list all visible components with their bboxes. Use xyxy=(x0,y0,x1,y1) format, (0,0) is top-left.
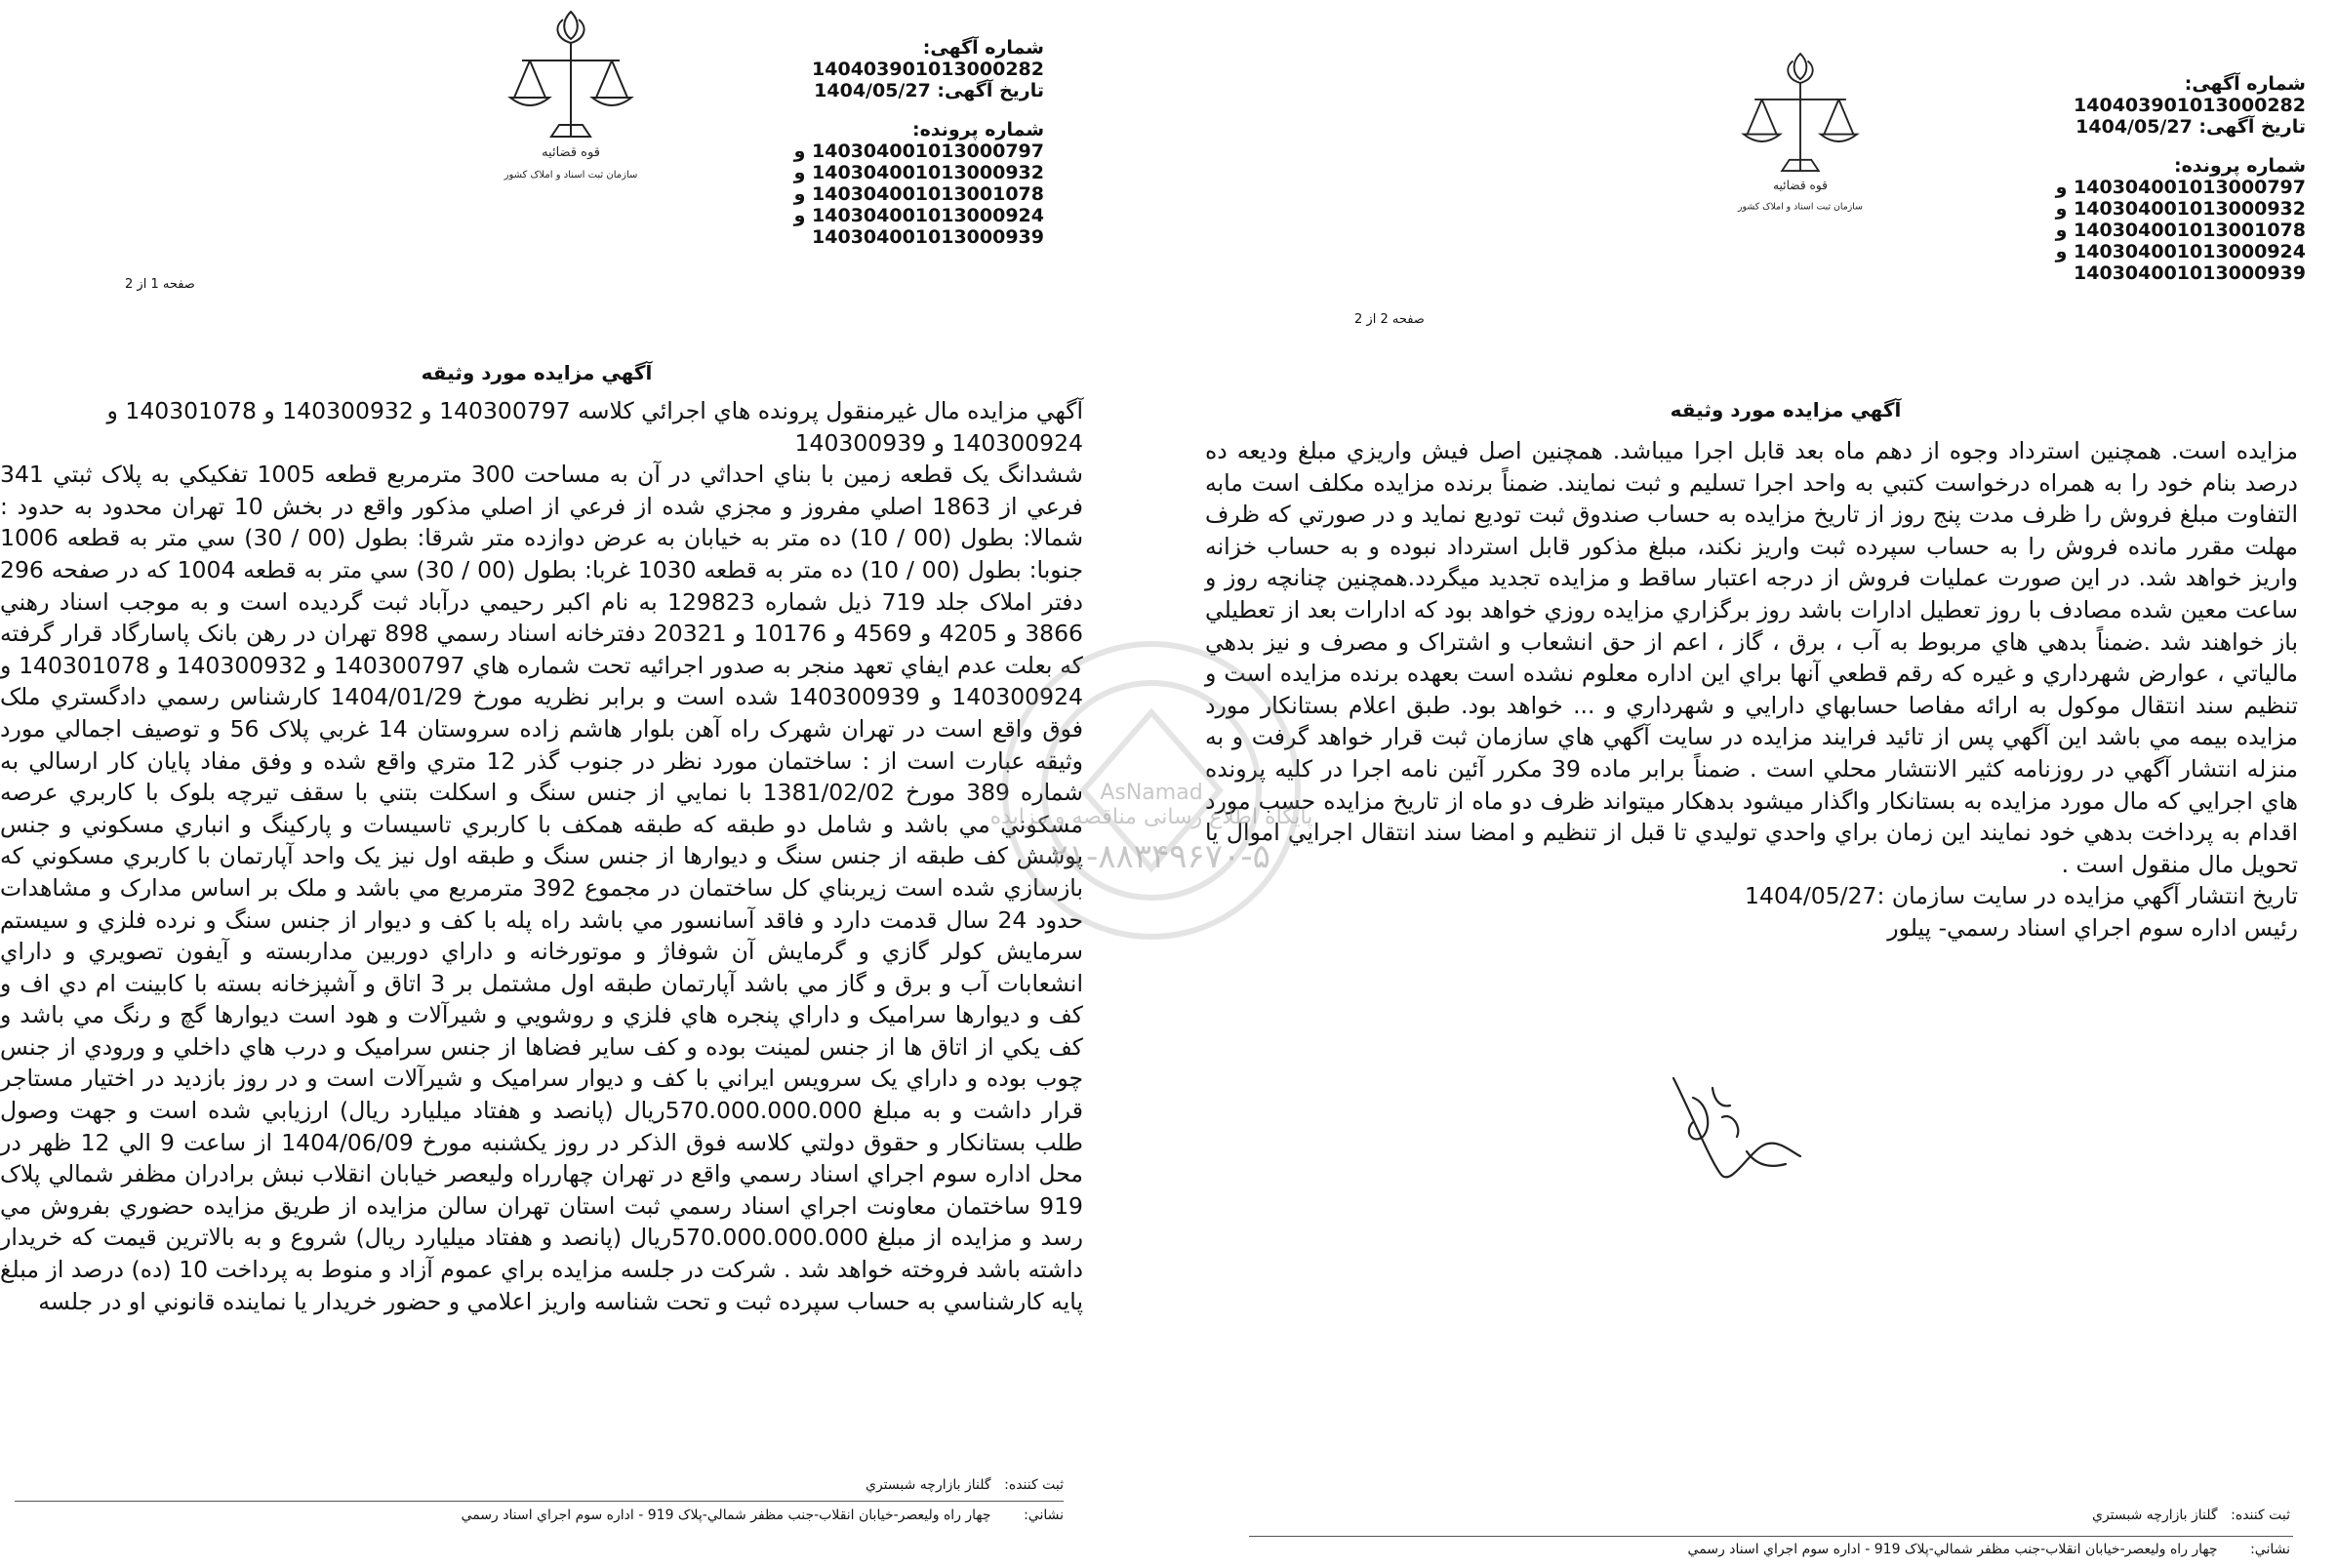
ad-number: 140403901013000282 xyxy=(812,59,1044,80)
notice-meta-1 xyxy=(693,37,1044,248)
footer-registrar-value: گلناز بازارچه شبستري xyxy=(866,1477,991,1493)
ad-date: 1404/05/27 xyxy=(814,80,931,101)
and-word: و xyxy=(2055,198,2068,220)
file-number-label: شماره پرونده: xyxy=(911,119,1044,141)
and-word: و xyxy=(793,205,806,226)
watermark-line: پایگاه اطلاع رسانی مناقصه و مزایده xyxy=(989,805,1313,829)
emblem-org: سازمان ثبت اسناد و املاک کشور xyxy=(1738,201,1863,213)
watermark-brand: AsNamad xyxy=(1100,781,1203,805)
footer-registrar-label: ثبت كننده: xyxy=(1004,1477,1064,1493)
emblem-label: قوه قضائیه xyxy=(542,145,600,160)
file-number: 140304001013000932 xyxy=(2074,198,2306,220)
footer-address-value: چهار راه وليعصر-خيابان انقلاب-جنب مظفر شمالي-پلاک 919 - اداره سوم اجراي اسناد رسمي xyxy=(1687,1542,2218,1557)
footer-address xyxy=(1412,1540,2290,1559)
footer-divider xyxy=(1249,1536,2293,1537)
and-word: و xyxy=(793,162,806,183)
footer-registrar xyxy=(195,1475,1064,1495)
page-number: صفحه 1 از 2 xyxy=(125,277,195,292)
ad-number-label: شماره آگهی: xyxy=(2184,73,2306,95)
file-number-label: شماره پرونده: xyxy=(2173,155,2306,177)
judiciary-emblem-icon xyxy=(493,0,649,195)
ad-date: 1404/05/27 xyxy=(2075,116,2193,138)
emblem-label: قوه قضائیه xyxy=(1772,178,1829,192)
file-number: 140304001013001078 xyxy=(2074,220,2306,241)
footer-divider xyxy=(15,1501,1064,1502)
emblem-org: سازمان ثبت اسناد و املاک کشور xyxy=(504,170,638,181)
and-word: و xyxy=(793,141,806,162)
and-word: و xyxy=(793,183,806,205)
footer-registrar-value: گلناز بازارچه شبستري xyxy=(2092,1508,2218,1523)
file-number: 140304001013000924 xyxy=(2074,241,2306,262)
watermark xyxy=(986,781,1317,876)
footer-registrar xyxy=(1412,1506,2290,1525)
body-paragraph: ششدانگ يک قطعه زمين با بناي احداثي در آن به مساحت 300 مترمربع قطعه 1005 تفكيكي به پلاک ثبتي 341 فرعي از 1863 اصلي مفروز و مجزي شده از فرعي از اصلي مذكور واقع در بخش 10 تهران محدود به حدود : شمالا: بطول (00 / 10) ده متر به خيابان به عرض دوازده متر شرقا: بطول (00 / 30) سي متر به قطعه 1006 جنوبا: بطول (00 / 10) ده متر به قطعه 1030 غربا: بطول (00 / 30) سي متر به قطعه 1004 كه در صفحه 296 دفتر املاک جلد 719 ذيل شماره 129823 به نام اكبر رحيمي درآباد ثبت گرديده است و به موجب اسناد رهني 3866 و 4205 و 4569 و 10176 و 20321 دفترخانه اسناد رسمي 898 تهران در رهن بانک پاسارگاد قرار گرفته كه بعلت عدم ايفاي تعهد منجر به صدور اجرائيه تحت شماره هاي 140300797 و 140300932 و 140301078 و 140300924 و 140300939 شده است و برابر نظريه مورخ 1404/01/29 كارشناس رسمي دادگستري ملک فوق واقع است در تهران شهرک راه آهن بلوار هاشم زاده سروستان 14 غربي پلاک 56 و توصيف اجمالي مورد وثيقه عبارت است از : ساختمان مورد نظر در جنوب گذر 12 متري واقع شده و وفق مفاد پايان كار ارسالي به شماره 389 مورخ 1381/02/02 با نمايي از جنس سنگ و اسكلت بتني با سقف تيرچه بلوک با كاربري عرصه مسكوني مي باشد و شامل دو طبقه كه طبقه همكف با كاربري تاسيسات و پاركينگ و انباري مسكوني و جنس پوشش كف طبقه از جنس سنگ و ديوارها از جنس سنگ و طبقه اول نيز يک واحد آپارتمان با كاربري مسكوني كه بازسازي شده است زيربناي كل ساختمان در مجموع 392 مترمربع مي باشد و ملک بر اساس مدارک و مشاهدات حدود 24 سال قدمت دارد و فاقد آسانسور مي باشد راه پله با كف و ديوار از جنس سنگ و نرده فلزي و سيستم سرمايش كولر گازي و گرمايش آن شوفاژ و موتورخانه و داراي دوربين مداربسته و آيفون تصويري و داراي انشعابات آب و برق و گاز مي باشد آپارتمان طبقه اول مشتمل بر 3 اتاق و آشپزخانه بسته با كابينت ام دي اف و كف و ديوارها سراميک و داراي پنجره هاي فلزي و روشويي و شيرآلات و هود است ديوارها گچ و رنگ مي باشد و كف يكي از اتاق ها از جنس لمينت بوده و كف ساير فضاها از جنس سراميک و درب هاي داخلي و ورودي از جنس چوب بوده و داراي يک سرويس ايراني با كف و ديوار سراميک و شيرآلات است و در روز بازديد در اختيار مستاجر قرار داشت و به مبلغ 570.000.000.000ريال (پانصد و هفتاد ميليارد ريال) ارزيابي شده است و جهت وصول طلب بستانكار و حقوق دولتي كلاسه فوق الذكر در روز يكشنبه مورخ 1404/06/09 از ساعت 9 الي 12 ظهر در محل اداره سوم اجراي اسناد رسمي واقع در تهران چهارراه وليعصر خيابان انقلاب نبش برادران مظفر شمالي پلاک 919 ساختمان معاونت اجراي اسناد رسمي ثبت استان تهران سالن مزايده از طريق مزايده حضوري بفروش مي رسد و مزايده از مبلغ 570.000.000.000ريال (پانصد و هفتاد ميليارد ريال) شروع و به بالاترين قيمت كه خريدار داشته باشد فروخته خواهد شد . شركت در جلسه مزايده براي عموم آزاد و منوط به پرداخت 10 (ده) درصد از مبلغ پايه كارشناسي به حساب سپرده ثبت و تحت شناسه واريز اعلامي و حضور خريدار يا نماينده قانوني او در جلسه xyxy=(0,461,1084,1315)
notice-title: آگهي مزايده مورد وثيقه xyxy=(421,361,653,384)
file-number: 140304001013000939 xyxy=(2074,262,2306,284)
footer-registrar-label: ثبت كننده: xyxy=(2231,1508,2290,1523)
ad-date-label: تاریخ آگهی: xyxy=(937,80,1044,101)
and-word: و xyxy=(2055,241,2068,262)
and-word: و xyxy=(2055,220,2068,241)
file-number: 140304001013001078 xyxy=(812,183,1044,205)
body-line: 140300924 و 140300939 xyxy=(794,428,1083,457)
footer-address-label: نشاني: xyxy=(1024,1508,1064,1523)
signer-title: رئيس اداره سوم اجراي اسناد رسمي- پيلور xyxy=(1887,913,2298,942)
judiciary-emblem-icon xyxy=(1727,39,1874,229)
page-number: صفحه 2 از 2 xyxy=(1354,312,1425,327)
body-paragraph: مزايده است. همچنين استرداد وجوه از دهم ماه بعد قابل اجرا ميباشد. همچنين اصل فيش واريزي مبلغ وديعه ده درصد بنام خود را به همراه درخواست كتبي به واحد اجرا تسليم و ثبت نمايند. ضمناً برنده مزايده مكلف است مابه التفاوت مبلغ فروش را ظرف مدت پنج روز از تاريخ مزايده به حساب صندوق ثبت توديع نمايد و در صورتي كه ظرف مهلت مقرر مانده فروش را به حساب سپرده ثبت واريز نكند، مبلغ مذكور قابل استرداد نبوده و به حساب خزانه واريز خواهد شد. در اين صورت عمليات فروش از درجه اعتبار ساقط و مزايده تجديد ميگردد.همچنين چنانچه روز و ساعت معين شده مصادف با روز تعطيل ادارات باشد روز برگزاري مزايده روزي خواهد بود كه ادارات بعد از تعطيلي باز خواهند شد .ضمناً بدهي هاي مربوط به آب ، برق ، گاز ، اعم از حق انشعاب و اشتراک و مصرف و نيز بدهي مالياتي ، عوارض شهرداري و غيره كه رقم قطعي آنها براي اين اداره معلوم نشده است بعهده برنده مزايده است و تنظيم سند انتقال موكول به ارائه مفاصا حسابهاي دارايي و شهرداري و ... خواهد بود. طبق اعلام بستانكار مورد مزايده بيمه مي باشد اين آگهي پس از تائيد فرايند مزايده در سايت آگهي هاي سازمان ثبت قرار خواهد گرفت و به منزله انتشار آگهي در روزنامه كثير الانتشار محلي است . ضمناً برابر ماده 39 مكرر آئين نامه اجرا در كليه پرونده هاي اجرايي كه مال مورد مزايده به بستانكار واگذار ميشود بدهكار ميتواند ظرف دو ماه از تاريخ مزايده حسب مورد اقدام به پرداخت بدهي خود نمايند اين زمان براي واحدي توليدي تا قبل از تنظيم و امضا سند انتقال اجرايي اموال يا تحويل مال منقول است . xyxy=(1205,437,2298,878)
file-number: 140304001013000797 xyxy=(2074,177,2306,198)
notice-meta-2 xyxy=(1954,73,2306,284)
ad-date-label: تاریخ آگهی: xyxy=(2198,116,2306,138)
file-number: 140304001013000924 xyxy=(812,205,1044,226)
footer-address-label: نشاني: xyxy=(2250,1542,2290,1557)
publish-date-line: تاريخ انتشار آگهي مزايده در سايت سازمان :1404/05/27 xyxy=(1745,882,2298,910)
signature-icon xyxy=(1654,1059,1810,1195)
ad-number-label: شماره آگهی: xyxy=(922,37,1044,59)
ad-number: 140403901013000282 xyxy=(2074,95,2306,116)
file-number: 140304001013000797 xyxy=(812,141,1044,162)
watermark-phone: ۰۲۱-۸۸۳۴۹۶۷۰-۵ xyxy=(1032,837,1270,876)
notice-title: آگهي مزايده مورد وثيقه xyxy=(1670,398,1902,422)
body-line: آگهي مزايده مال غيرمنقول پرونده هاي اجرائي كلاسه 140300797 و 140300932 و 140301078 و xyxy=(106,397,1083,424)
notice-body-1 xyxy=(0,395,1083,1317)
notice-body-2 xyxy=(1205,435,2298,945)
footer-address xyxy=(195,1506,1064,1525)
and-word: و xyxy=(2055,177,2068,198)
file-number: 140304001013000939 xyxy=(812,226,1044,248)
footer-address-value: چهار راه وليعصر-خيابان انقلاب-جنب مظفر شمالي-پلاک 919 - اداره سوم اجراي اسناد رسمي xyxy=(461,1508,991,1523)
file-number: 140304001013000932 xyxy=(812,162,1044,183)
